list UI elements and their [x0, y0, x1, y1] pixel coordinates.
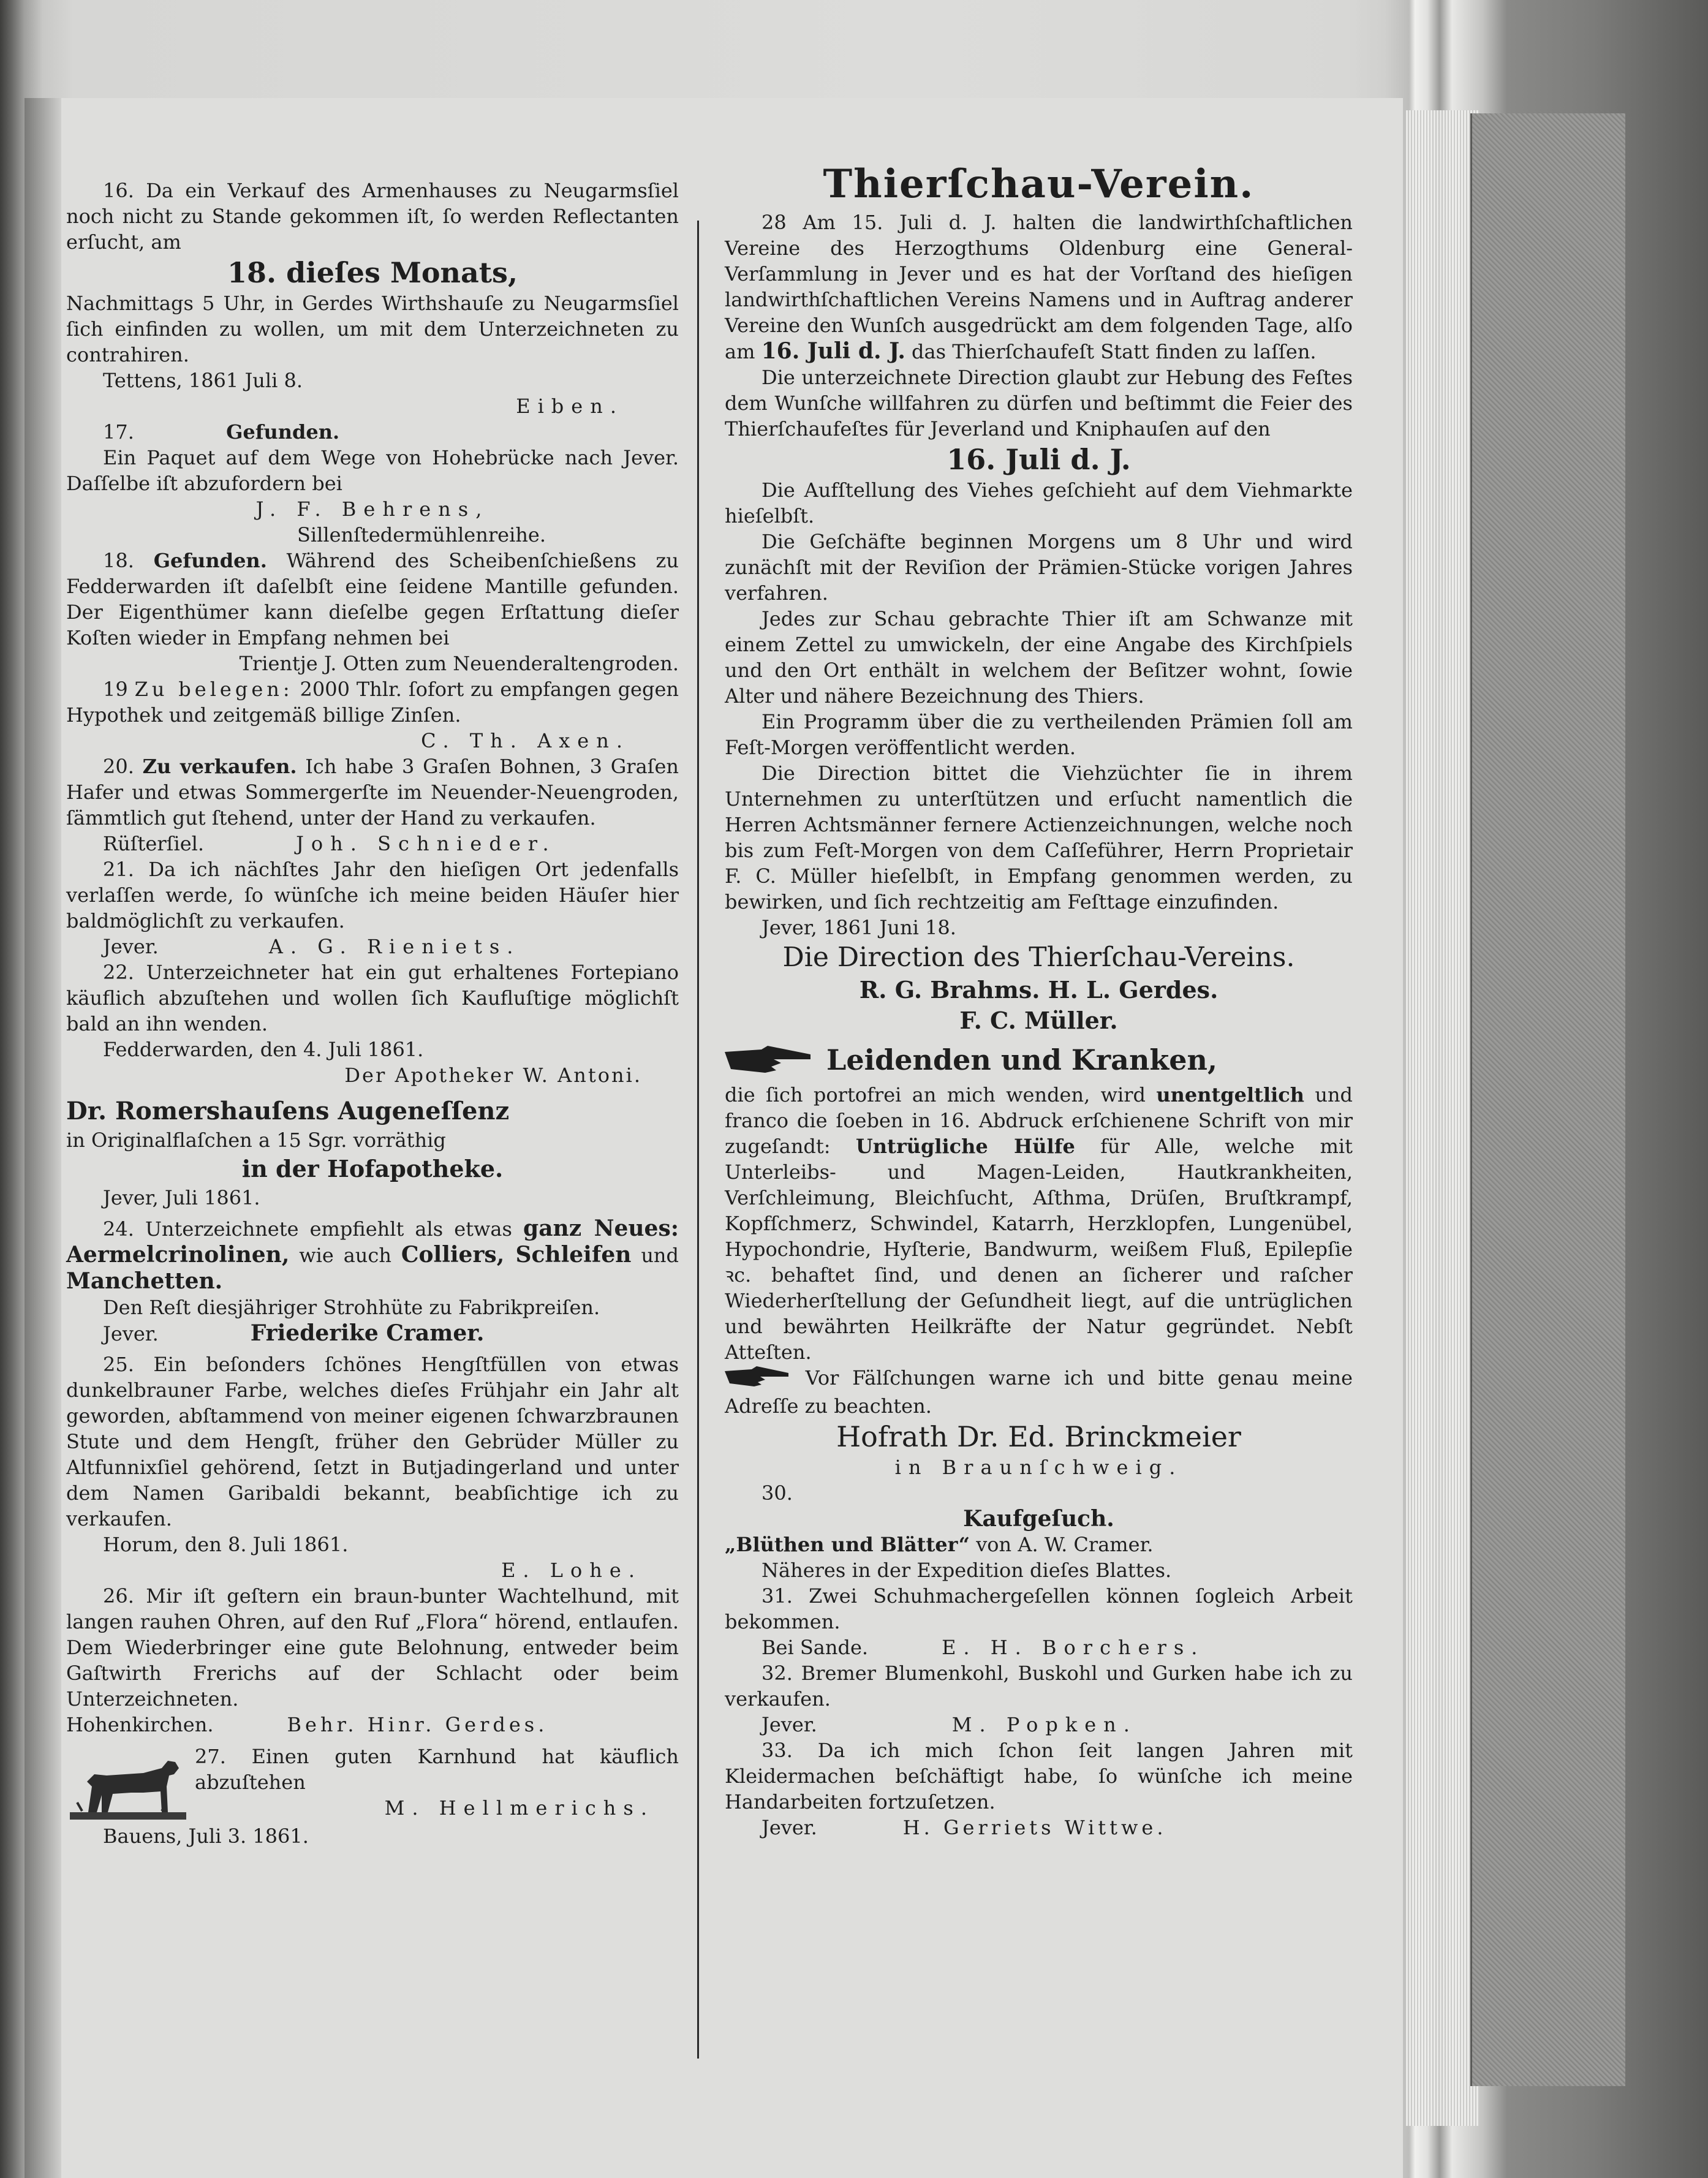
item21-place: Jever. — [103, 935, 159, 958]
item28-names1: R. G. Brahms. H. L. Gerdes. — [859, 976, 1219, 1004]
item33-sign-line — [725, 1815, 1353, 1840]
item32-sign-line — [725, 1712, 1353, 1737]
item24-place: Jever. — [103, 1322, 159, 1345]
item16-signature: Eiben. — [516, 395, 624, 418]
item30-heading — [725, 1480, 1353, 1506]
item30-line — [725, 1532, 1353, 1557]
item19-number: 19 — [103, 678, 128, 701]
item18-signature: Trientje J. Otten zum Neuenderaltengroden. — [239, 652, 679, 675]
item28-place: Jever, 1861 Juni 18. — [761, 916, 956, 939]
item30-number: 30. — [761, 1481, 793, 1505]
item16-place: Tettens, 1861 Juli 8. — [103, 369, 303, 392]
item17-number: 17. — [103, 420, 134, 444]
item33-text: 33. Da ich mich ſchon ſeit langen Jahren mit Kleidermachen beſchäftigt habe, ſo wünſche ich meine Handarbeiten fortzuſetzen. — [725, 1739, 1353, 1813]
binding-gutter — [25, 98, 61, 2178]
item32-signature: M. Popken. — [951, 1713, 1137, 1736]
book-cover — [1470, 113, 1625, 2086]
item24-bold3: Colliers, Schleifen — [401, 1242, 632, 1268]
item20-text: Ich habe 3 Graſen Bohnen, 3 Graſen Hafer und etwas Sommergerſte im Neuender-Neuengroden, ſämmtlich gut ſtehend, unter der Hand zu verkaufen. — [66, 755, 679, 830]
brinckmeier-title: Leidenden und Kranken, — [826, 1043, 1217, 1076]
item19-paragraph — [66, 676, 679, 728]
item19-signature: C. Th. Axen. — [421, 729, 630, 752]
item27-place: Bauens, Juli 3. 1861. — [103, 1824, 309, 1848]
item28-bold-date: 16. Juli d. J. — [761, 338, 905, 364]
item24-paragraph — [66, 1216, 679, 1295]
item20-title: Zu verkaufen. — [142, 755, 297, 778]
right-column — [725, 161, 1353, 1840]
item31-text: 31. Zwei Schuhmachergeſellen können ſogleich Arbeit bekommen. — [725, 1584, 1353, 1633]
item28-text: 28 Am 15. Juli d. J. halten die landwirthſchaftlichen Vereine des Herzogthums Oldenburg eine General-Verſammlung in Jever und es hat der Vorſtand des hieſigen landwirthſchaftlichen Vereins Namens und in Auftrag anderer Vereine den Wunſch ausgedrückt am dem folgenden Tage, alſo am — [725, 211, 1353, 363]
item28-p2: Die unterzeichnete Direction glaubt zur Hebung des Feſtes dem Wunſche willfahren zu dürfen und beſtimmt die Feier des Thierſchaufeſtes für Jeverland und Kniphauſen auf den — [725, 366, 1353, 441]
item30-text: von A. W. Cramer. — [976, 1533, 1154, 1556]
item17-signature: J. F. Behrens, — [255, 497, 489, 521]
item28-p4: Die Geſchäfte beginnen Morgens um 8 Uhr und wird zunächſt mit der Reviſion der Prämien-Stücke vorigen Jahres verfahren. — [725, 530, 1353, 605]
item16-date: 18. dieſes Monats, — [227, 256, 518, 289]
brinckmeier-text3: für Alle, welche mit Unterleibs- und Magen-Leiden, Hautkrankheiten, Verſchleimung, Bleichſucht, Aſthma, Drüſen, Bruſtkrampf, Kopfſchmerz, Schwindel, Katarrh, Herzklopfen, Lungenübel, Hypochondrie, Hyſterie, Bandwurm, weißem Fluß, Epilepſie ꝛc. behaftet ſind, und denen an ſicherer und raſcher Wiederherſtellung der Geſundheit liegt, auf die untrüglichen und bewährten Heilkräfte der Natur gegründet. Nebſt Atteſten. — [725, 1134, 1353, 1364]
item18-paragraph — [66, 548, 679, 651]
item16-text: 16. Da ein Verkauf des Armenhauses zu Neugarmsſiel noch nicht zu Stande gekommen iſt, ſo werden Reflectanten erſucht, am — [66, 179, 679, 254]
item30-bold: „Blüthen und Blätter“ — [725, 1533, 970, 1556]
item17-title: Gefunden. — [226, 420, 340, 444]
item24-text4: Den Reſt diesjähriger Strohhüte zu Fabrikpreiſen. — [103, 1296, 600, 1319]
item33-signature: H. Gerriets Wittwe. — [902, 1816, 1167, 1839]
pointing-hand-icon — [725, 1043, 817, 1082]
thierschau-heading: Thierſchau-Verein. — [823, 161, 1255, 207]
item18-title: Gefunden. — [153, 549, 267, 572]
item28-paragraph — [725, 210, 1353, 365]
item28-text-b: das Thierſchaufeſt Statt finden zu laſſen. — [912, 340, 1317, 363]
dog-illustration — [70, 1744, 186, 1823]
item24-text2: wie auch — [299, 1244, 391, 1267]
item27-text: 27. Einen guten Karnhund hat käuflich abzuſtehen — [195, 1745, 679, 1794]
item18-number: 18. — [103, 549, 134, 572]
item18-text: Während des Scheibenſchießens zu Fedderwarden iſt daſelbſt eine ſeidene Mantille gefunden. Der Eigenthümer kann dieſelbe gegen Erſtattung dieſer Koſten wieder in Empfang nehmen bei — [66, 549, 679, 649]
brinckmeier-warning: Vor Fälſchungen warne ich und bitte genau meine Adreſſe zu beachten. — [725, 1366, 1353, 1418]
item22-signature: Der Apotheker W. Antoni. — [344, 1064, 642, 1087]
item26-place: Hohenkirchen. — [66, 1713, 214, 1736]
item28-p5: Jedes zur Schau gebrachte Thier iſt am Schwanze mit einem Zettel zu umwickeln, der eine Angabe des Kirchſpiels und den Ort enthält in welchem der Beſitzer wohnt, ſowie Alter und nähere Bezeichnung des Thiers. — [725, 607, 1353, 708]
item20-number: 20. — [103, 755, 134, 778]
page-edges — [1406, 110, 1479, 2126]
item24-text: 24. Unterzeichnete empfiehlt als etwas — [103, 1217, 512, 1241]
brinckmeier-bold1: unentgeltlich — [1156, 1083, 1304, 1106]
item28-p7: Die Direction bittet die Viehzüchter ſie in ihrem Unternehmen zu unterſtützen und erſucht namentlich die Herren Achtsmänner fernere Actienzeichnungen, welche noch bis zum Feſt-Morgen von dem Caſſeführer, Herrn Proprietair F. C. Müller hieſelbſt, in Empfang genommen werden, zu bewirken, und ſich rechtzeitig am Feſttage einzufinden. — [725, 762, 1353, 913]
romershausen-title: Dr. Romershauſens Augeneſſenz — [66, 1097, 510, 1125]
item28-p3: Die Aufſtellung des Viehes geſchieht auf dem Viehmarkte hieſelbſt. — [725, 478, 1353, 527]
item19-title: Zu belegen: — [134, 678, 293, 701]
item27-block — [66, 1744, 679, 1849]
item24-bold1: ganz Neues: — [523, 1216, 679, 1241]
item26-text: 26. Mir iſt geſtern ein braun-bunter Wachtelhund, mit langen rauhen Ohren, auf den Ruf „Flora“ hörend, entlaufen. Dem Wiederbringer eine gute Belohnung, entweder beim Gaſtwirth Frerichs auf der Schlacht oder beim Unterzeichneten. — [66, 1584, 679, 1711]
item20-signature: Joh. Schnieder. — [296, 832, 556, 855]
brinckmeier-title-line — [725, 1042, 1353, 1082]
item30-text2: Näheres in der Expedition dieſes Blattes. — [761, 1559, 1172, 1582]
item27-signature: M. Hellmerichs. — [384, 1796, 654, 1820]
item16-text2: Nachmittags 5 Uhr, in Gerdes Wirthshauſe zu Neugarmsſiel ſich einfinden zu wollen, um mit dem Unterzeichneten zu contrahiren. — [66, 292, 679, 366]
item25-signature: E. Lohe. — [501, 1559, 642, 1582]
item17-heading — [66, 419, 679, 445]
item20-place: Rüſterſiel. — [103, 832, 205, 855]
item31-place: Bei Sande. — [761, 1636, 869, 1659]
romershausen-text: in Originalflaſchen a 15 Sgr. vorräthig — [66, 1129, 446, 1152]
pointing-hand-small-icon — [725, 1365, 792, 1393]
item17-text: Ein Paquet auf dem Wege von Hohebrücke nach Jever. Daſſelbe iſt abzufordern bei — [66, 446, 679, 495]
item26-signature: Behr. Hinr. Gerdes. — [287, 1713, 548, 1736]
item24-text3: und — [641, 1244, 679, 1267]
item21-text: 21. Da ich nächſtes Jahr den hieſigen Ort jedenfalls verlaſſen werde, ſo wünſche ich meine beiden Häuſer hier baldmöglichſt zu verkaufen. — [66, 858, 679, 932]
item21-sign-line — [66, 934, 679, 959]
left-column — [66, 178, 679, 1849]
item21-signature: A. G. Rieniets. — [268, 935, 521, 958]
brinckmeier-text2: und franco die ſoeben in 16. Abdruck erſchienene Schrift von mir zugeſandt: — [725, 1083, 1353, 1158]
brinckmeier-bold2: Untrügliche Hülfe — [855, 1134, 1075, 1158]
item19-text: 2000 Thlr. ſofort zu empfangen gegen Hypothek und zeitgemäß billige Zinſen. — [66, 678, 679, 727]
romershausen-where: in der Hofapotheke. — [241, 1155, 504, 1182]
brinckmeier-city: in Braunſchweig. — [894, 1456, 1183, 1479]
item24-bold2: Aermelcrinolinen, — [66, 1242, 290, 1268]
brinckmeier-signature: Hofrath Dr. Ed. Brinckmeier — [836, 1420, 1241, 1453]
item24-signature: Friederike Cramer. — [250, 1320, 485, 1346]
column-rule — [697, 221, 699, 2059]
romershausen-place: Jever, Juli 1861. — [103, 1186, 260, 1209]
item31-signature: E. H. Borchers. — [942, 1636, 1205, 1659]
item26-sign-line — [66, 1712, 679, 1737]
item22-place: Fedderwarden, den 4. Juli 1861. — [103, 1038, 424, 1061]
item22-text: 22. Unterzeichneter hat ein gut erhaltenes Fortepiano käuflich abzuſtehen und wollen ſich Kaufluſtige möglichſt bald an ihn wenden. — [66, 961, 679, 1035]
item32-place: Jever. — [761, 1713, 817, 1736]
item17-address: Sillenſtedermühlenreihe. — [297, 523, 546, 546]
newspaper-page — [25, 98, 1403, 2178]
item32-text: 32. Bremer Blumenkohl, Buskohl und Gurken habe ich zu verkaufen. — [725, 1662, 1353, 1711]
item20-sign-line — [66, 831, 679, 856]
brinckmeier-text1: die ſich portofrei an mich wenden, wird — [725, 1083, 1146, 1106]
item28-date-line: 16. Juli d. J. — [947, 443, 1131, 476]
item28-names2: F. C. Müller. — [959, 1007, 1118, 1034]
item31-sign-line — [725, 1635, 1353, 1660]
brinckmeier-warning-line — [725, 1365, 1353, 1420]
item20-paragraph — [66, 754, 679, 831]
brinckmeier-paragraph — [725, 1082, 1353, 1365]
item30-title: Kaufgeſuch. — [963, 1506, 1114, 1532]
item25-text: 25. Ein beſonders ſchönes Hengſtfüllen von etwas dunkelbrauner Farbe, welches dieſes Frühjahr ein Jahr alt geworden, abſtammend von meiner eigenen ſchwarzbraunen Stute und dem Hengſt, früher den Gebrüder Müller zu Altfunnixſiel gehörend, ſetzt in Butjadingerland und unter dem Namen Garibaldi bekannt, beabſichtige ich zu verkaufen. — [66, 1353, 679, 1530]
item33-place: Jever. — [761, 1816, 817, 1839]
item28-p6: Ein Programm über die zu vertheilenden Prämien ſoll am Feſt-Morgen veröffentlicht werden. — [725, 710, 1353, 759]
item24-bold4: Manchetten. — [66, 1268, 223, 1294]
hound-icon — [70, 1744, 186, 1823]
item28-direction: Die Direction des Thierſchau-Vereins. — [782, 942, 1295, 973]
item24-sign-line — [66, 1320, 679, 1347]
item25-place: Horum, den 8. Juli 1861. — [103, 1533, 349, 1556]
